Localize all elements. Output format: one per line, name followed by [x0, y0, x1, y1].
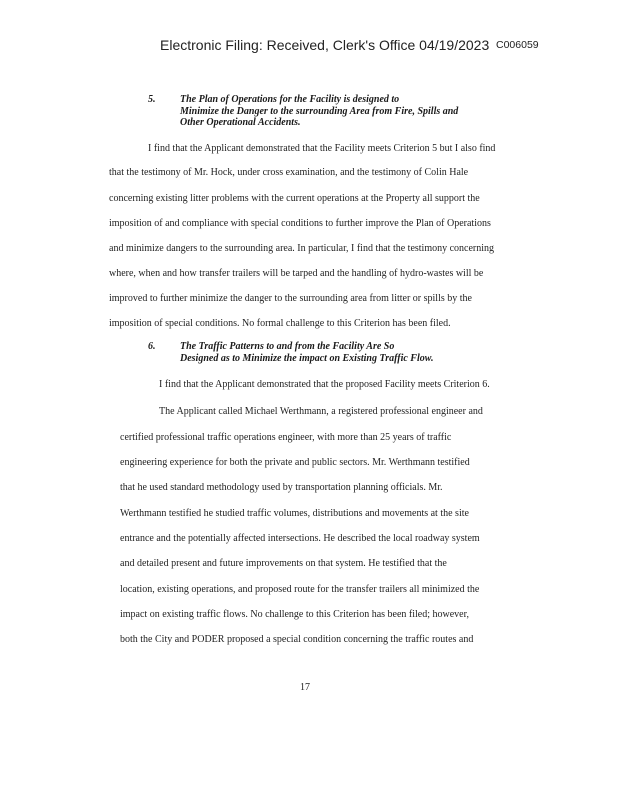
section-5-heading: [180, 94, 520, 129]
section-5-heading-line: Other Operational Accidents.: [180, 117, 301, 128]
section-5-paragraph-line: where, when and how transfer trailers will be tarped and the handling of hydro-wastes will be: [109, 268, 484, 279]
section-5-number: 5.: [148, 94, 156, 105]
section-6-paragraph-line: location, existing operations, and proposed route for the transfer trailers all minimized the: [120, 584, 480, 595]
section-5-paragraph-line: improved to further minimize the danger to the surrounding area from litter or spills by the: [109, 293, 472, 304]
section-5-heading-line: Minimize the Danger to the surrounding Area from Fire, Spills and: [180, 105, 459, 117]
section-6-paragraph-1: I find that the Applicant demonstrated that the proposed Facility meets Criterion 6.: [159, 379, 490, 390]
section-6-paragraph-line: entrance and the potentially affected intersections. He described the local roadway system: [120, 533, 480, 544]
page-number: 17: [300, 682, 310, 693]
section-5-paragraph-line: I find that the Applicant demonstrated that the Facility meets Criterion 5 but I also find: [148, 143, 496, 154]
document-code: C006059: [496, 39, 539, 51]
section-5-paragraph-line: imposition of special conditions. No formal challenge to this Criterion has been filed.: [109, 318, 451, 329]
section-6-paragraph-line: The Applicant called Michael Werthmann, a registered professional engineer and: [159, 406, 483, 417]
section-5-heading-line: The Plan of Operations for the Facility is designed to: [180, 94, 400, 105]
section-6-heading: [180, 341, 520, 364]
filing-header: [0, 37, 618, 57]
section-6-number: 6.: [148, 341, 156, 352]
section-6-paragraph-line: engineering experience for both the private and public sectors. Mr. Werthmann testified: [120, 457, 470, 468]
section-6-paragraph-line: certified professional traffic operations engineer, with more than 25 years of traffic: [120, 432, 452, 443]
section-5-paragraph-line: that the testimony of Mr. Hock, under cross examination, and the testimony of Colin Hale: [109, 167, 469, 178]
section-6-heading-line: Designed as to Minimize the impact on Existing Traffic Flow.: [180, 352, 434, 364]
section-6-paragraph-line: Werthmann testified he studied traffic volumes, distributions and movements at the site: [120, 508, 469, 519]
section-6-heading-line: The Traffic Patterns to and from the Facility Are So: [180, 341, 395, 352]
section-6-paragraph-line: and detailed present and future improvements on that system. He testified that the: [120, 558, 447, 569]
section-5-paragraph-line: imposition of and compliance with special conditions to further improve the Plan of Operations: [109, 218, 491, 229]
section-6-paragraph-line: that he used standard methodology used by transportation planning officials. Mr.: [120, 482, 443, 493]
section-6-paragraph-line: impact on existing traffic flows. No challenge to this Criterion has been filed; however,: [120, 609, 470, 620]
section-6-paragraph-line: both the City and PODER proposed a special condition concerning the traffic routes and: [120, 634, 474, 645]
section-5-paragraph-line: and minimize dangers to the surrounding area. In particular, I find that the testimony concerning: [109, 243, 495, 254]
section-5-paragraph-line: concerning existing litter problems with the current operations at the Property all support the: [109, 193, 480, 204]
filing-stamp-title: Electronic Filing: Received, Clerk's Office 04/19/2023: [160, 37, 490, 53]
